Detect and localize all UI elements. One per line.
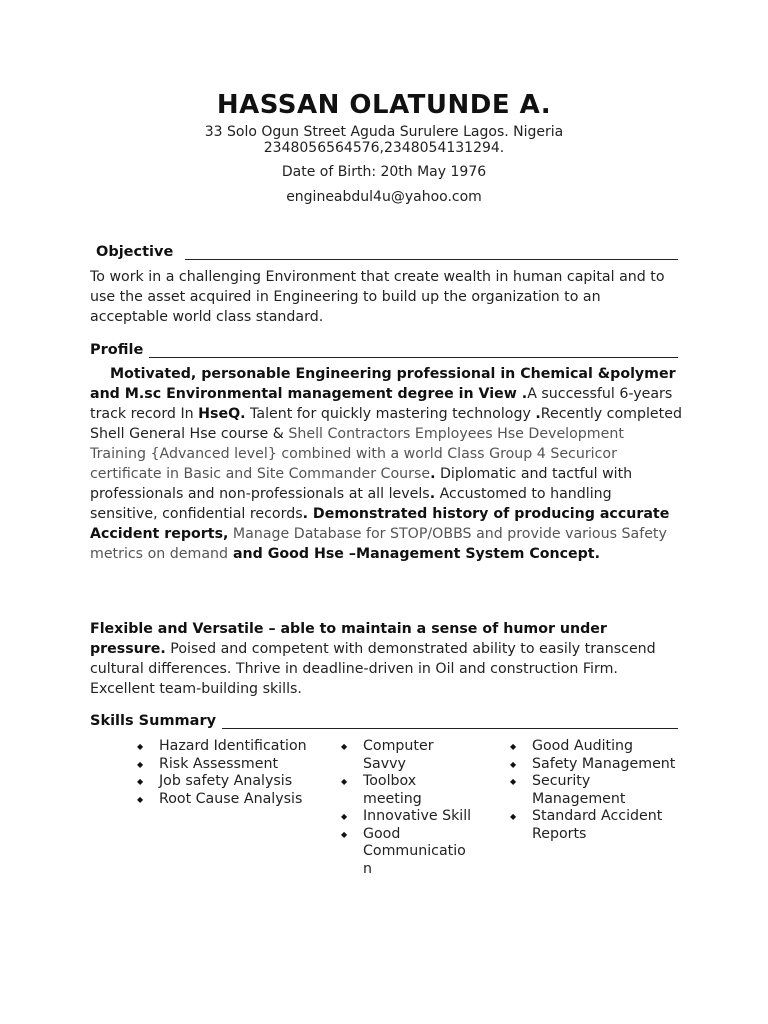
profile-text: . Demonstrated history of producing accurate Accident reports,	[90, 506, 670, 542]
profile-text: Recently completed Shell General Hse course &	[90, 406, 682, 442]
skills-column-2	[341, 738, 473, 878]
profile-text: Diplomatic and tactful with professionals and non-professionals at all levels	[90, 466, 633, 502]
profile-text: Talent for quickly mastering technology	[245, 406, 536, 422]
profile-text: Manage Database for STOP/OBBS and provide various Safety metrics on demand	[90, 526, 667, 562]
address: 33 Solo Ogun Street Aguda Surulere Lagos. Nigeria	[204, 124, 564, 140]
profile-text: Motivated, personable Engineering professional in Chemical &polymer and M.sc Environmental management degree in View .	[90, 366, 676, 402]
objective-heading	[90, 244, 678, 260]
objective-heading-label: Objective	[96, 244, 174, 260]
skills-heading	[90, 713, 678, 729]
profile-paragraph-2	[90, 619, 682, 699]
skills-column-1	[137, 738, 317, 808]
skill-item: ◆ Standard Accident Reports	[510, 808, 680, 843]
objective-divider	[185, 245, 678, 260]
profile-heading-label: Profile	[90, 342, 144, 358]
skill-item: ◆ Job safety Analysis	[137, 773, 317, 791]
profile-text: Flexible and Versatile – able to maintain a sense of humor under pressure.	[90, 621, 607, 657]
profile-text: .	[429, 486, 436, 502]
phone-numbers: 2348056564576,2348054131294.	[263, 140, 505, 156]
profile-text: .	[535, 406, 541, 422]
date-of-birth: Date of Birth: 20th May 1976	[281, 164, 487, 180]
profile-text: Poised and competent with demonstrated ability to easily transcend cultural differences. Thrive in deadline-driven in Oil and construction Firm. Excellent team-building skills.	[90, 641, 656, 697]
skill-item: ◆ Risk Assessment	[137, 756, 317, 774]
profile-text: and Good Hse –Management System Concept.	[228, 546, 600, 562]
skill-item: ◆ Hazard Identification	[137, 738, 317, 756]
skill-item: ◆ Innovative Skill	[341, 808, 473, 826]
skills-column-3	[510, 738, 680, 843]
profile-heading	[90, 342, 678, 358]
profile-text: HseQ.	[198, 406, 246, 422]
skill-item: ◆ Security Management	[510, 773, 680, 808]
skill-item: ◆ Toolbox meeting	[341, 773, 473, 808]
profile-divider	[149, 343, 678, 358]
profile-text: A successful 6-years track record In	[90, 386, 673, 422]
skill-item: ◆ Good Auditing	[510, 738, 680, 756]
objective-text: To work in a challenging Environment that create wealth in human capital and to use the asset acquired in Engineering to build up the organization to an acceptable world class standard.	[90, 269, 665, 325]
skill-item: ◆ Good Communicatio n	[341, 826, 473, 879]
skills-divider	[222, 714, 678, 729]
skill-item: ◆ Safety Management	[510, 756, 680, 774]
profile-text: Shell Contractors Employees Hse Development Training {Advanced level} combined with a world Class Group 4 Securicor certificate in Basic and Site Commander Course	[90, 426, 624, 482]
profile-text: .	[430, 466, 436, 482]
candidate-name: HASSAN OLATUNDE A.	[216, 90, 552, 120]
skills-heading-label: Skills Summary	[90, 713, 217, 729]
email: engineabdul4u@yahoo.com	[286, 189, 482, 205]
skill-item: ◆ Root Cause Analysis	[137, 791, 317, 809]
profile-paragraph-1	[90, 364, 682, 564]
profile-text: Accustomed to handling sensitive, confidential records	[90, 486, 612, 522]
skill-item: ◆ Computer Savvy	[341, 738, 473, 773]
